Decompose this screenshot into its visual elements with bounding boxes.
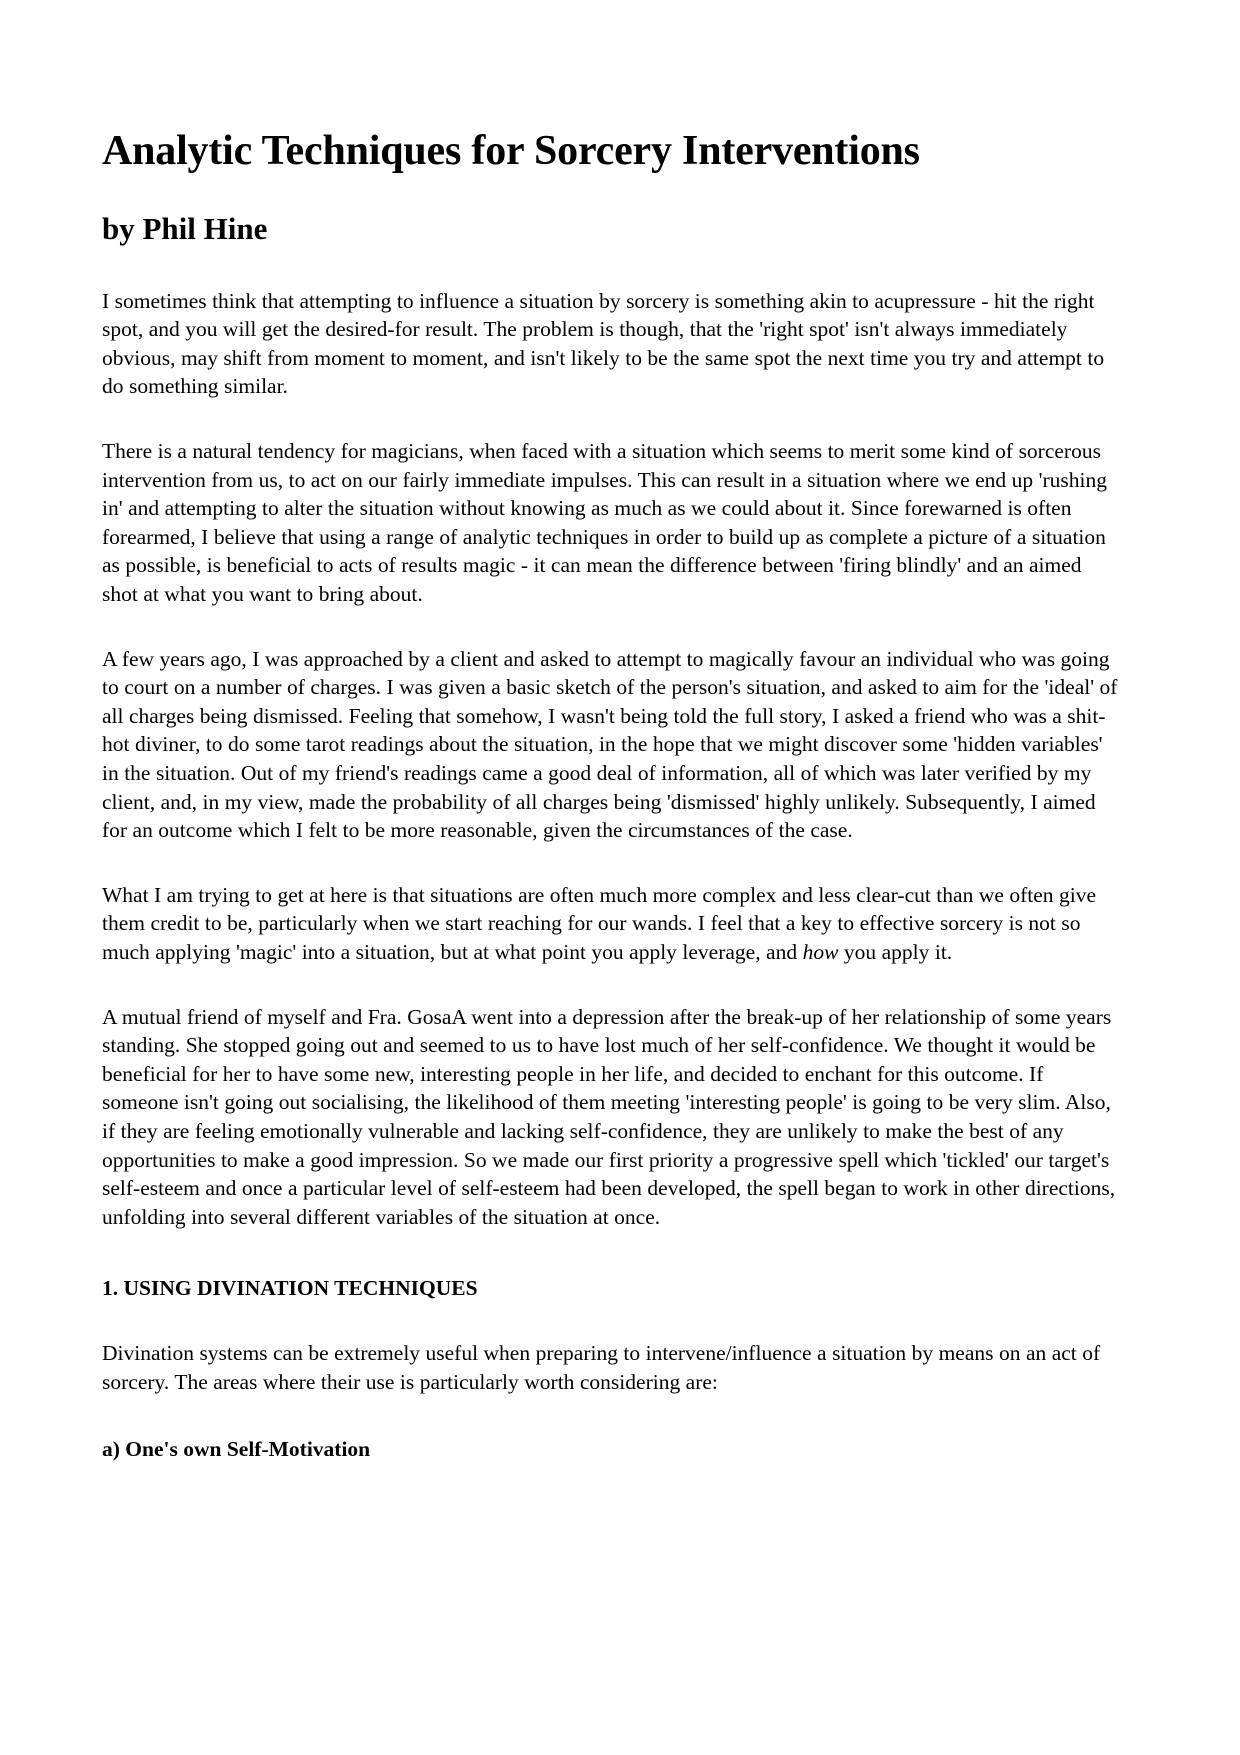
- body-paragraph-1: I sometimes think that attempting to influence a situation by sorcery is something akin to acupressure - hit the right spot, and you will get the desired-for result. The problem is though, that the 'right spot' isn't always immediately obvious, may shift from moment to moment, and isn't likely to be the same spot the next time you try and attempt to do something similar.: [102, 288, 1105, 399]
- body-paragraph-4-segment-b: you apply it.: [838, 939, 953, 964]
- body-paragraph-4: [102, 881, 1122, 967]
- author-byline: by Phil Hine: [102, 211, 268, 247]
- subsection-heading-self-motivation: a) One's own Self-Motivation: [102, 1437, 371, 1462]
- body-paragraph-4-segment-a: What I am trying to get at here is that situations are often much more complex and less clear-cut than we often give them credit to be, particularly when we start reaching for our wands. I feel that a key to effective sorcery is not so much applying 'magic' into a situation, but at what point you apply leverage, and: [102, 882, 1097, 964]
- page-title: Analytic Techniques for Sorcery Interventions: [102, 128, 920, 174]
- emphasis-how: how: [802, 939, 839, 964]
- body-paragraph-3: A few years ago, I was approached by a client and asked to attempt to magically favour an individual who was going to court on a number of charges. I was given a basic sketch of the person's situation, and asked to aim for the 'ideal' of all charges being dismissed. Feeling that somehow, I wasn't being told the full story, I asked a friend who was a shit-hot diviner, to do some tarot readings about the situation, in the hope that we might discover some 'hidden variables' in the situation. Out of my friend's readings came a good deal of information, all of which was later verified by my client, and, in my view, made the probability of all charges being 'dismissed' highly unlikely. Subsequently, I aimed for an outcome which I felt to be more reasonable, given the circumstances of the case.: [102, 646, 1118, 843]
- section-heading-using-divination-techniques: 1. USING DIVINATION TECHNIQUES: [102, 1276, 478, 1301]
- body-paragraph-5: A mutual friend of myself and Fra. GosaA went into a depression after the break-up of her relationship of some years standing. She stopped going out and seemed to us to have lost much of her self-confidence. We thought it would be beneficial for her to have some new, interesting people in her life, and decided to enchant for this outcome. If someone isn't going out socialising, the likelihood of them meeting 'interesting people' is going to be very slim. Also, if they are feeling emotionally vulnerable and lacking self-confidence, they are unlikely to make the best of any opportunities to make a good impression. So we made our first priority a progressive spell which 'tickled' our target's self-esteem and once a particular level of self-esteem had been developed, the spell began to work in other directions, unfolding into several different variables of the situation at once.: [102, 1004, 1116, 1229]
- body-paragraph-2: There is a natural tendency for magicians, when faced with a situation which seems to merit some kind of sorcerous intervention from us, to act on our fairly immediate impulses. This can result in a situation where we end up 'rushing in' and attempting to alter the situation without knowing as much as we could about it. Since forewarned is often forearmed, I believe that using a range of analytic techniques in order to build up as complete a picture of a situation as possible, is beneficial to acts of results magic - it can mean the difference between 'firing blindly' and an aimed shot at what you want to bring about.: [102, 439, 1108, 607]
- body-paragraph-6: Divination systems can be extremely useful when preparing to intervene/influence a situation by means on an act of sorcery. The areas where their use is particularly worth considering are:: [102, 1341, 1101, 1394]
